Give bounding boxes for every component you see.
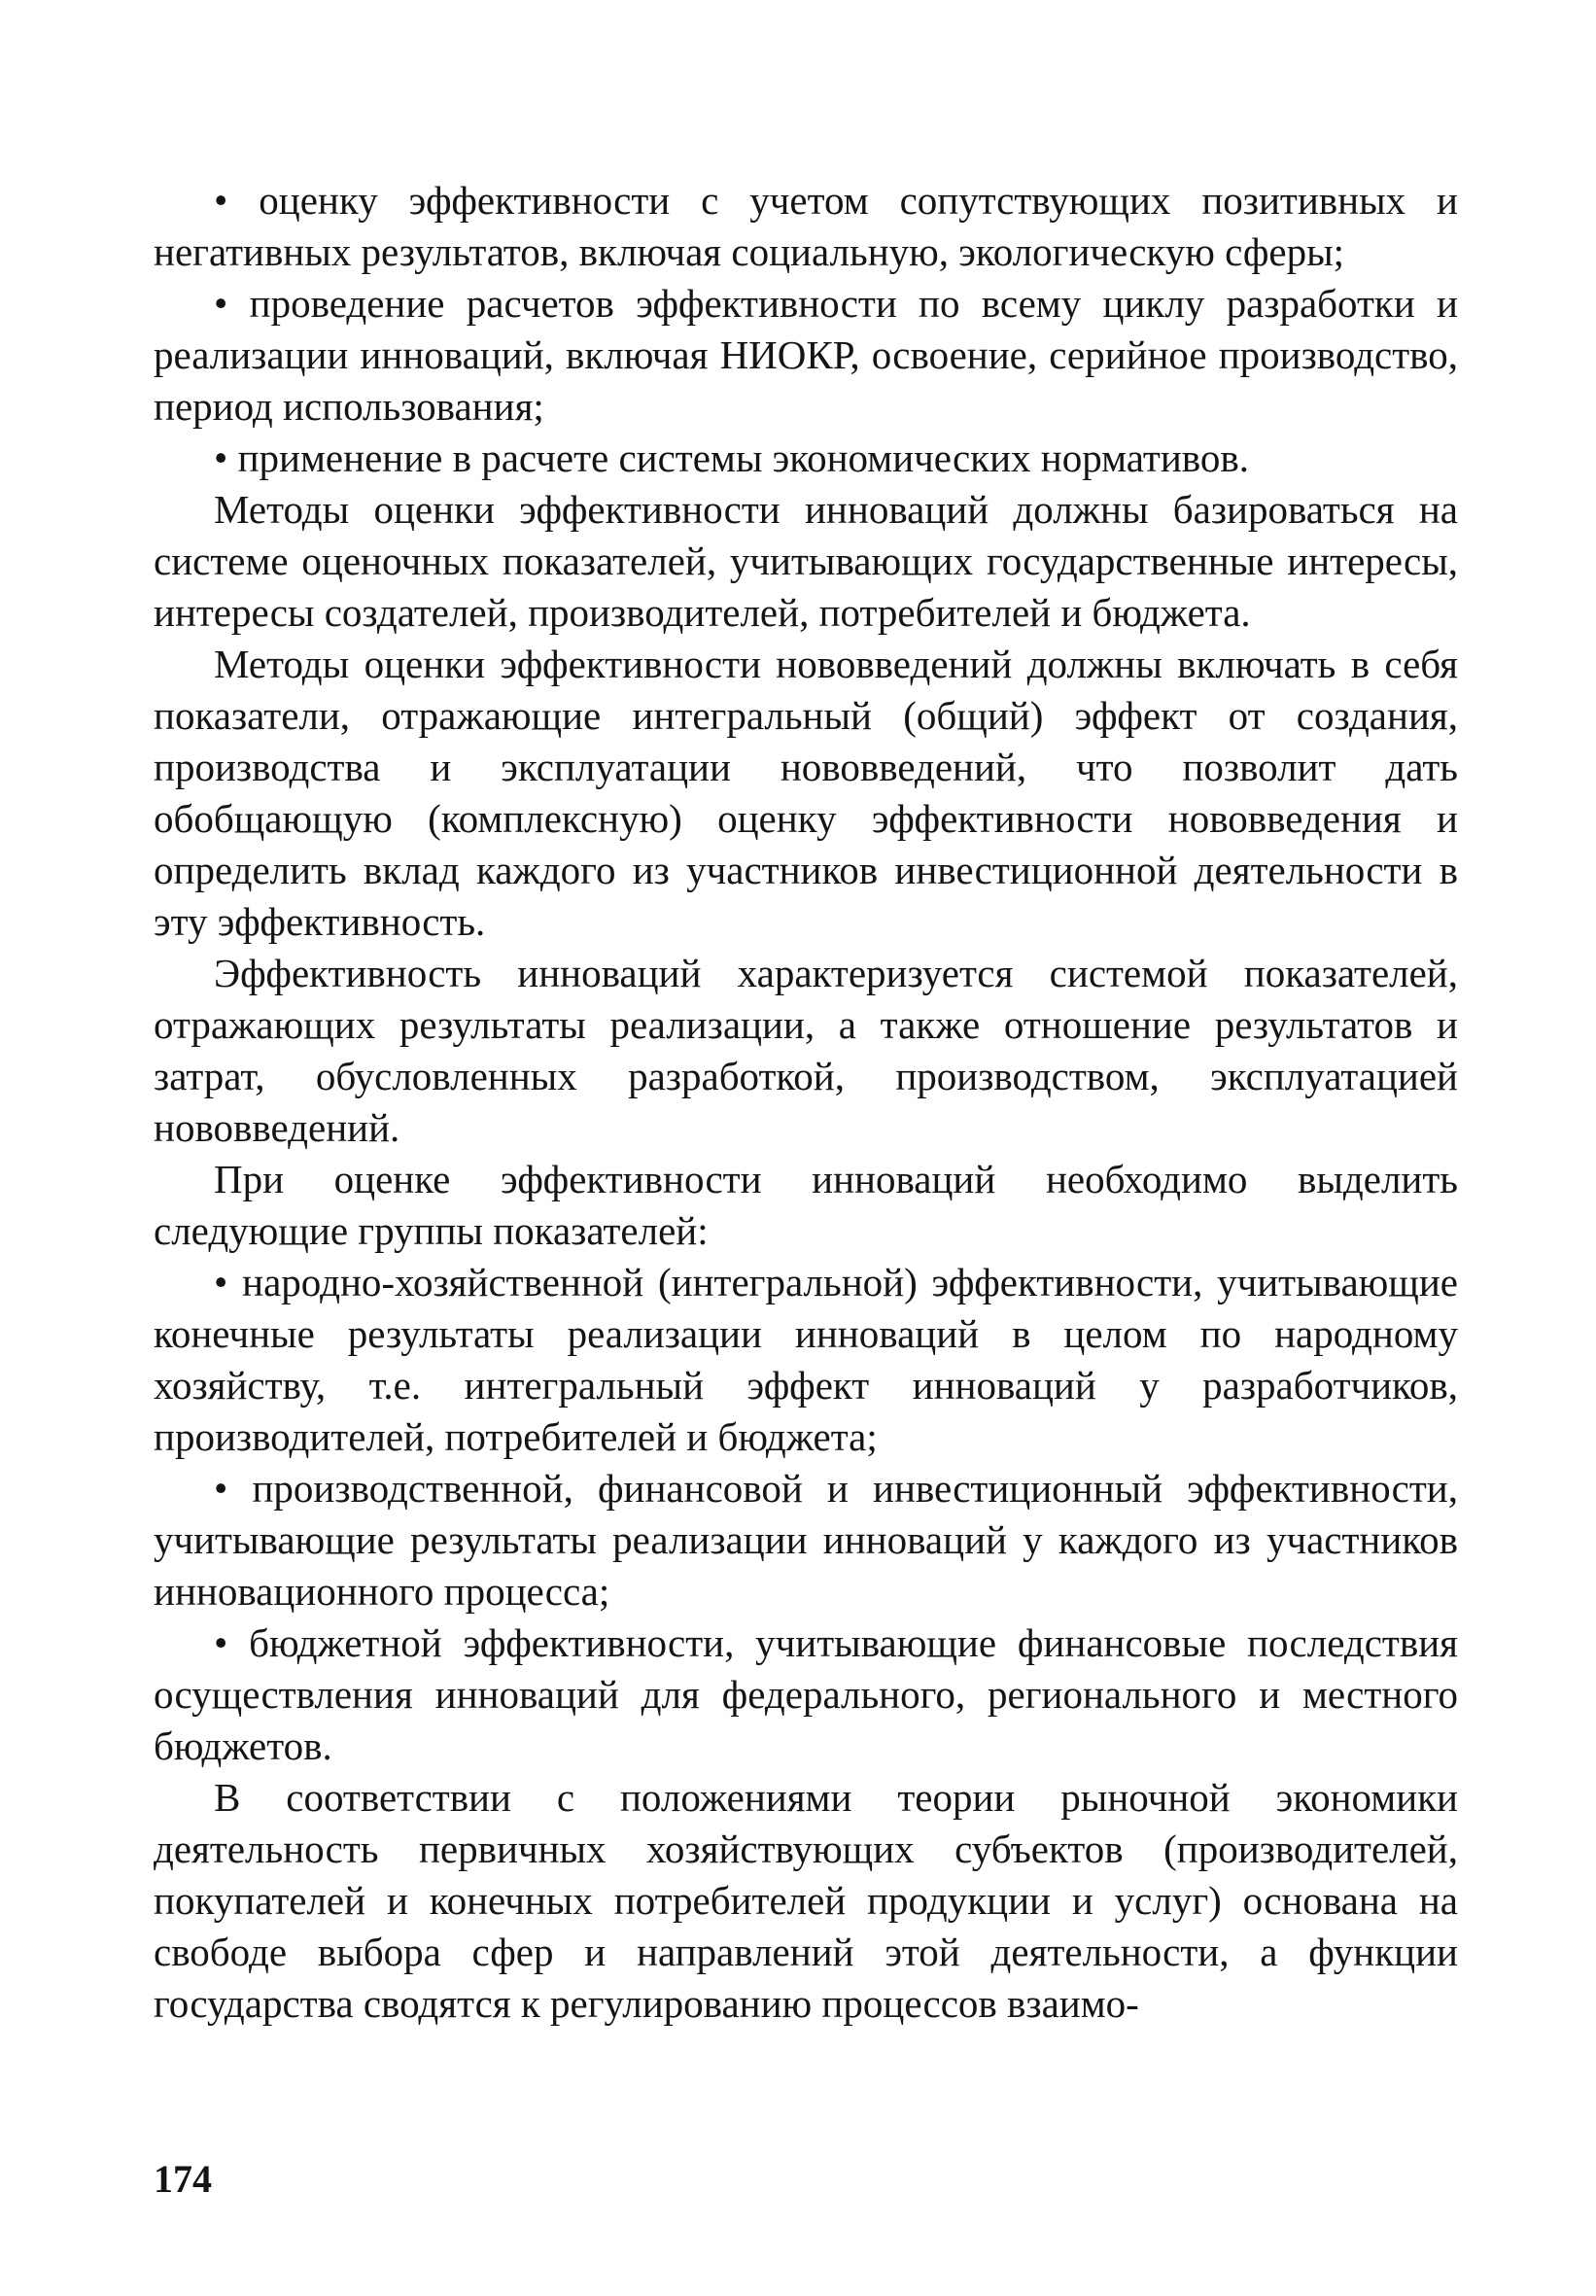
- bullet-item-budget: • бюджетной эффективности, учитывающие финансовые последствия осуществления инноваций для федерального, регионального и местного бюджетов.: [154, 1620, 1458, 1768]
- bullet-item-production-financial: • производственной, финансовой и инвестиционный эффективности, учитывающие результаты реализации инноваций у каждого из участников инновационного процесса;: [154, 1466, 1458, 1614]
- bullet-item-effectiveness-assessment: • оценку эффективности с учетом сопутствующих позитивных и негативных результатов, включая социальную, экологическую сферы;: [154, 178, 1458, 274]
- paragraph-methods-integral-effect: Методы оценки эффективности нововведений должны включать в себя показатели, отражающие интегральный (общий) эффект от создания, производства и эксплуатации нововведений, что позволит дать обобщающую (комплексную) оценку эффективности нововведения и определить вклад каждого из участников инвестиционной деятельности в эту эффективность.: [154, 642, 1458, 944]
- paragraph-effectiveness-system: Эффективность инноваций характеризуется системой показателей, отражающих результаты реализации, а также отношение результатов и затрат, обусловленных разработкой, производством, эксплуатацией нововведений.: [154, 951, 1458, 1150]
- bullet-item-calculations-cycle: • проведение расчетов эффективности по всему циклу разработки и реализации инноваций, включая НИОКР, освоение, серийное производство, период использования;: [154, 281, 1458, 429]
- paragraph-market-economy: В соответствии с положениями теории рыночной экономики деятельность первичных хозяйствующих субъектов (производителей, покупателей и конечных потребителей продукции и услуг) основана на свободе выбора сфер и направлений этой деятельности, а функции государства сводятся к регулированию процессов взаимо-: [154, 1775, 1458, 2026]
- paragraph-indicator-groups: При оценке эффективности инноваций необходимо выделить следующие группы показателей:: [154, 1157, 1458, 1253]
- page-body: [154, 175, 1458, 2030]
- paragraph-methods-indicators: Методы оценки эффективности инноваций должны базироваться на системе оценочных показателей, учитывающих государственные интересы, интересы создателей, производителей, потребителей и бюджета.: [154, 487, 1458, 635]
- bullet-item-national-economic: • народно-хозяйственной (интегральной) эффективности, учитывающие конечные результаты реализации инноваций в целом по народному хозяйству, т.е. интегральный эффект инноваций у разработчиков, производителей, потребителей и бюджета;: [154, 1260, 1458, 1459]
- bullet-item-economic-norms: • применение в расчете системы экономических нормативов.: [214, 435, 1249, 480]
- page-number: 174: [154, 2157, 212, 2201]
